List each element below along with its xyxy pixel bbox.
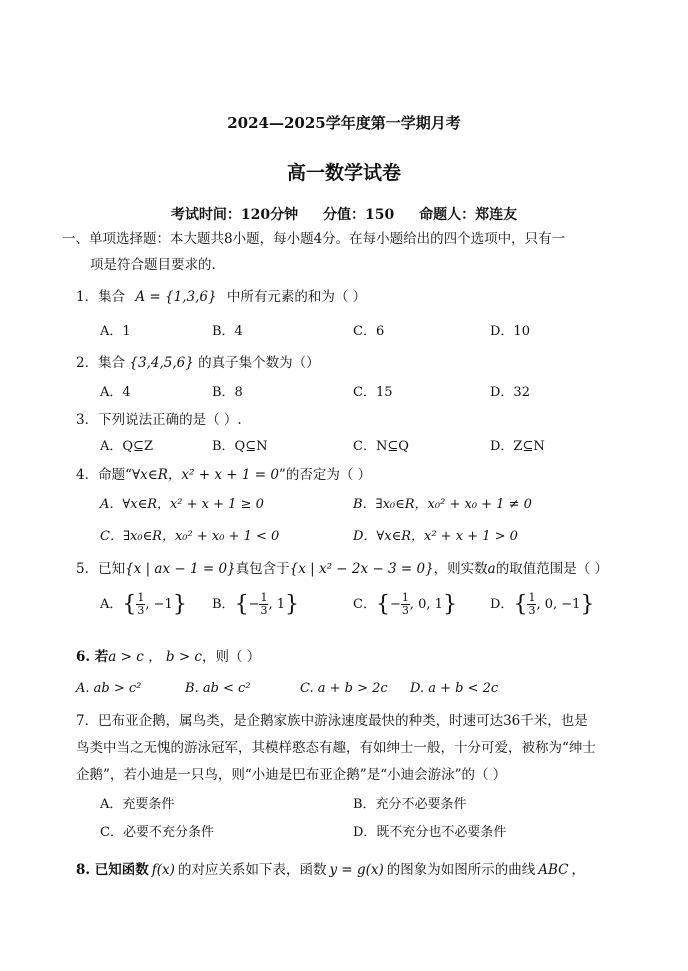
exam-score: 分值：150 bbox=[323, 207, 395, 223]
q4-option-b: B．∃x₀∈R，x₀² + x₀ + 1 ≠ 0 bbox=[353, 497, 532, 512]
q2-option-c: C．15 bbox=[353, 385, 393, 400]
q6-prefix: 6. 若 bbox=[76, 649, 109, 665]
q4-option-a: A．∀x∈R，x² + x + 1 ≥ 0 bbox=[100, 497, 264, 512]
section-instruction-line2: 项是符合题目要求的. bbox=[90, 257, 216, 273]
question-2-stem bbox=[76, 351, 320, 371]
q2-prefix: 2．集合 bbox=[76, 355, 126, 371]
q6-option-a: A. ab > c² bbox=[76, 681, 142, 696]
question-7-line3: 企鹅”，若小迪是一只鸟，则“小迪是巴布亚企鹅”是“小迪会游泳”的（ ） bbox=[76, 767, 507, 783]
q2-option-b: B．8 bbox=[212, 385, 243, 400]
q2-set: {3,4,5,6} bbox=[129, 355, 194, 371]
q5-option-d: D．{ $\frac{1}{3}$ , 0, −1} bbox=[490, 591, 595, 617]
q1-option-d: D．10 bbox=[490, 324, 530, 339]
q1-option-b: B．4 bbox=[212, 324, 243, 339]
q8-suffix: ， bbox=[571, 862, 586, 878]
paper-title: 高一数学试卷 bbox=[286, 162, 401, 184]
exam-author: 命题人：郑连友 bbox=[419, 207, 518, 223]
exam-meta bbox=[0, 204, 688, 224]
question-3-stem: 3．下列说法正确的是（ ）. bbox=[76, 412, 242, 428]
q6-condition: a > c ， b > c bbox=[108, 649, 202, 665]
q2-suffix: 的真子集个数为（） bbox=[198, 355, 320, 371]
exam-time: 考试时间：120分钟 bbox=[170, 207, 299, 223]
q5-option-a: A．{ $\frac{1}{3}$ , −1} bbox=[100, 591, 187, 617]
q8-mid: 的对应关系如下表，函数 bbox=[177, 862, 327, 878]
q5-set2: {x | x² − 2x − 3 = 0} bbox=[289, 561, 434, 577]
q1-set: A = {1,3,6} bbox=[135, 289, 217, 305]
q7-option-c: C．必要不充分条件 bbox=[100, 825, 214, 840]
q6-option-c: C. a + b > 2c bbox=[300, 681, 388, 696]
q6-option-b: B. ab < c² bbox=[185, 681, 251, 696]
section-instruction-line1: 一、单项选择题：本大题共8小题，每小题4分。在每小题给出的四个选项中，只有一 bbox=[62, 231, 566, 247]
q4-prefix: 4．命题“ bbox=[76, 467, 132, 483]
q8-mid2: 的图象为如图所示的曲线 bbox=[386, 862, 536, 878]
question-7-line1: 7．巴布亚企鹅，属鸟类，是企鹅家族中游泳速度最快的种类，时速可达36千米，也是 bbox=[76, 713, 588, 729]
question-8-stem bbox=[76, 858, 585, 878]
q3-option-d: D．Z⊆N bbox=[490, 439, 545, 454]
q1-option-c: C．6 bbox=[353, 324, 385, 339]
q4-option-c: C．∃x₀∈R，x₀² + x₀ + 1 < 0 bbox=[100, 529, 280, 544]
q5-suffix: 的取值范围是（ ） bbox=[495, 561, 609, 577]
q7-option-d: D．既不充分也不必要条件 bbox=[353, 825, 507, 840]
q8-function-f: f(x) bbox=[151, 862, 175, 878]
exam-title: 2024—2025学年度第一学期月考 bbox=[227, 114, 461, 132]
q1-prefix: 1．集合 bbox=[76, 289, 126, 305]
q3-option-a: A．Q⊆Z bbox=[100, 439, 153, 454]
question-5-stem bbox=[76, 557, 608, 577]
question-7-line2: 鸟类中当之无愧的游泳冠军，其模样憨态有趣，有如绅士一般，十分可爱，被称为“绅士 bbox=[76, 740, 596, 756]
q6-option-d: D. a + b < 2c bbox=[410, 681, 499, 696]
q1-option-a: A．1 bbox=[100, 324, 131, 339]
question-4-stem bbox=[76, 463, 371, 483]
q5-option-b: B．{− $\frac{1}{3}$ , 1} bbox=[212, 591, 300, 617]
q1-suffix: 中所有元素的和为（ ） bbox=[226, 289, 367, 305]
question-6-stem bbox=[76, 645, 260, 665]
q5-prefix: 5．已知 bbox=[76, 561, 126, 577]
q3-option-c: C．N⊆Q bbox=[353, 439, 409, 454]
q5-set1: {x | ax − 1 = 0} bbox=[125, 561, 236, 577]
q5-then: ，则实数 bbox=[433, 561, 488, 577]
q8-function-g: y = g(x) bbox=[329, 862, 384, 878]
q3-option-b: B．Q⊆N bbox=[212, 439, 268, 454]
q4-option-d: D．∀x∈R，x² + x + 1 > 0 bbox=[353, 529, 518, 544]
q2-option-d: D．32 bbox=[490, 385, 530, 400]
q5-mid: 真包含于 bbox=[235, 561, 290, 577]
question-1-stem bbox=[76, 285, 366, 305]
q6-suffix: ，则（ ） bbox=[201, 649, 261, 665]
q8-curve: ABC bbox=[538, 862, 569, 878]
q4-proposition: ∀x∈R，x² + x + 1 = 0 bbox=[132, 467, 279, 483]
q7-option-a: A．充要条件 bbox=[100, 797, 175, 812]
q5-option-c: C．{− $\frac{1}{3}$ , 0, 1} bbox=[353, 591, 457, 617]
q4-suffix: ”的否定为（ ） bbox=[278, 467, 372, 483]
q8-prefix: 8. 已知函数 bbox=[76, 862, 149, 878]
q5-variable: a bbox=[487, 561, 496, 577]
q7-option-b: B．充分不必要条件 bbox=[353, 797, 467, 812]
q2-option-a: A．4 bbox=[100, 385, 131, 400]
